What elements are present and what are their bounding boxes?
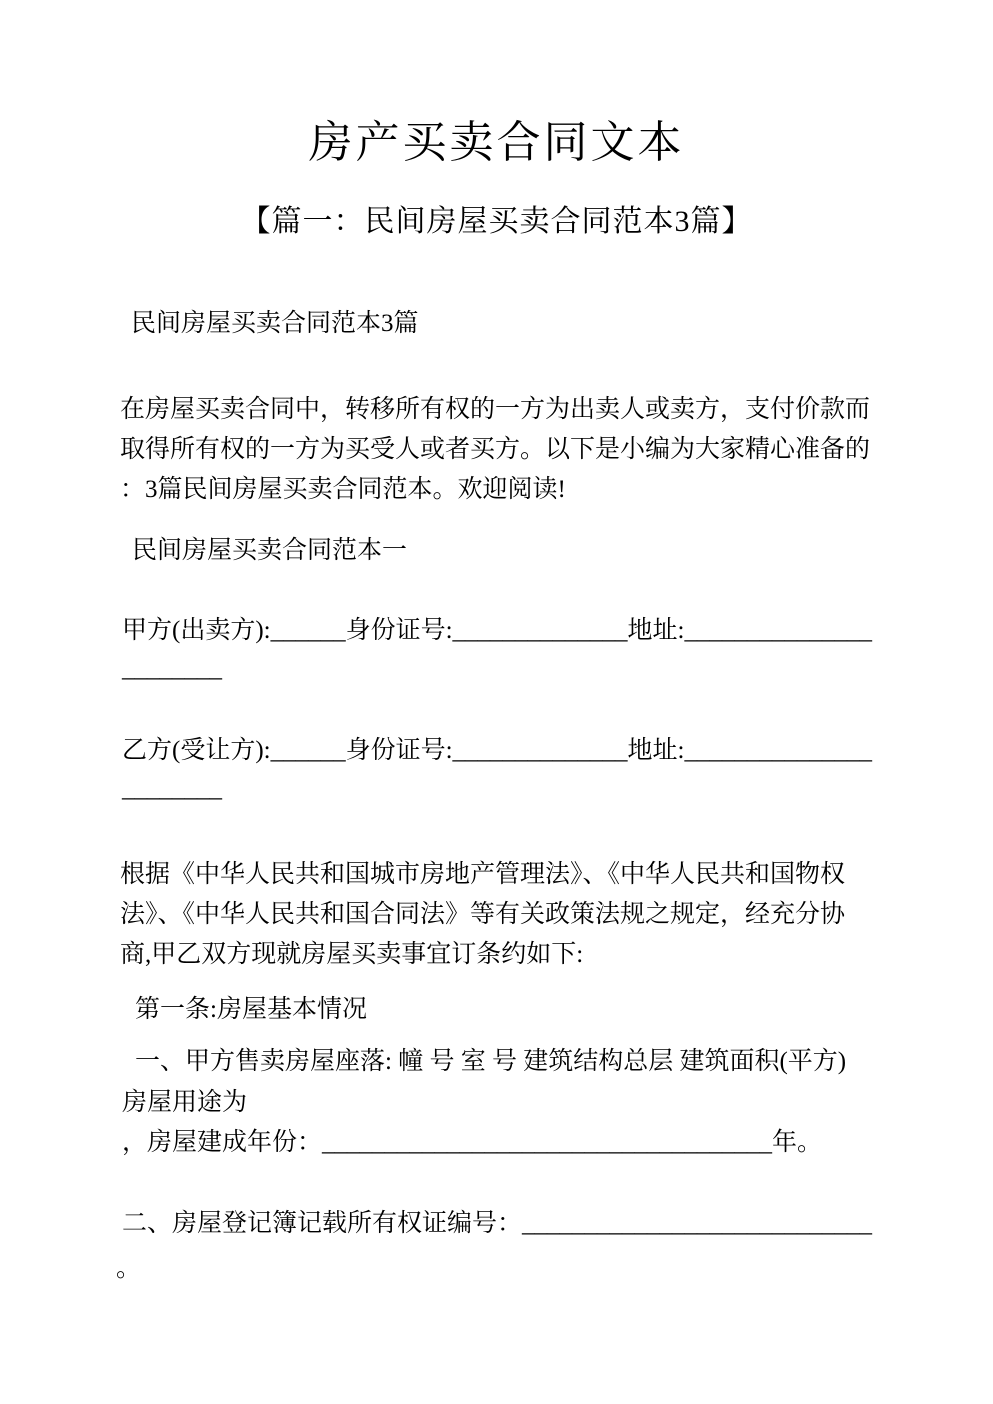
article-one-item-one	[122, 1041, 846, 1123]
intro-line-3: ：3篇民间房屋买卖合同范本。欢迎阅读!	[120, 476, 566, 503]
legal-line-3: 商,甲乙双方现就房屋买卖事宜订条约如下:	[120, 941, 584, 968]
party-b-block	[122, 732, 872, 808]
sample-one-heading: 民间房屋买卖合同范本一	[132, 537, 408, 564]
item-one-line-2: 房屋用途为	[122, 1089, 248, 1116]
party-a-block	[122, 612, 872, 688]
legal-line-1: 根据《中华人民共和国城市房地产管理法》、《中华人民共和国物权	[120, 861, 846, 888]
document-subtitle: 【篇一：民间房屋买卖合同范本3篇】	[240, 205, 753, 238]
trailing-period: 。	[116, 1255, 142, 1282]
article-one-heading: 第一条:房屋基本情况	[135, 996, 367, 1023]
intro-line-1: 在房屋买卖合同中，转移所有权的一方为出卖人或卖方，支付价款而	[120, 396, 871, 423]
item-one-line-1: 一、甲方售卖房屋座落: 幢 号 室 号 建筑结构总层 建筑面积(平方)	[135, 1048, 847, 1075]
legal-basis-paragraph	[120, 855, 845, 975]
section-heading: 民间房屋买卖合同范本3篇	[131, 310, 419, 337]
legal-line-2: 法》、《中华人民共和国合同法》等有关政策法规之规定，经充分协	[120, 901, 846, 928]
party-b-fields-line: 乙方(受让方):______身份证号:______________地址:_______________	[122, 737, 872, 764]
year-built-blank-line: ，房屋建成年份：____________________________________年。	[122, 1129, 823, 1156]
party-b-blank-continuation: ________	[122, 775, 222, 802]
article-one-item-two: 二、房屋登记簿记载所有权证编号：____________________________	[122, 1210, 873, 1237]
party-a-blank-continuation: ________	[122, 655, 222, 682]
intro-line-2: 取得所有权的一方为买受人或者买方。以下是小编为大家精心准备的	[120, 436, 871, 463]
intro-paragraph	[120, 390, 870, 510]
document-title: 房产买卖合同文本	[308, 118, 685, 167]
party-a-fields-line: 甲方(出卖方):______身份证号:______________地址:_______________	[122, 617, 872, 644]
